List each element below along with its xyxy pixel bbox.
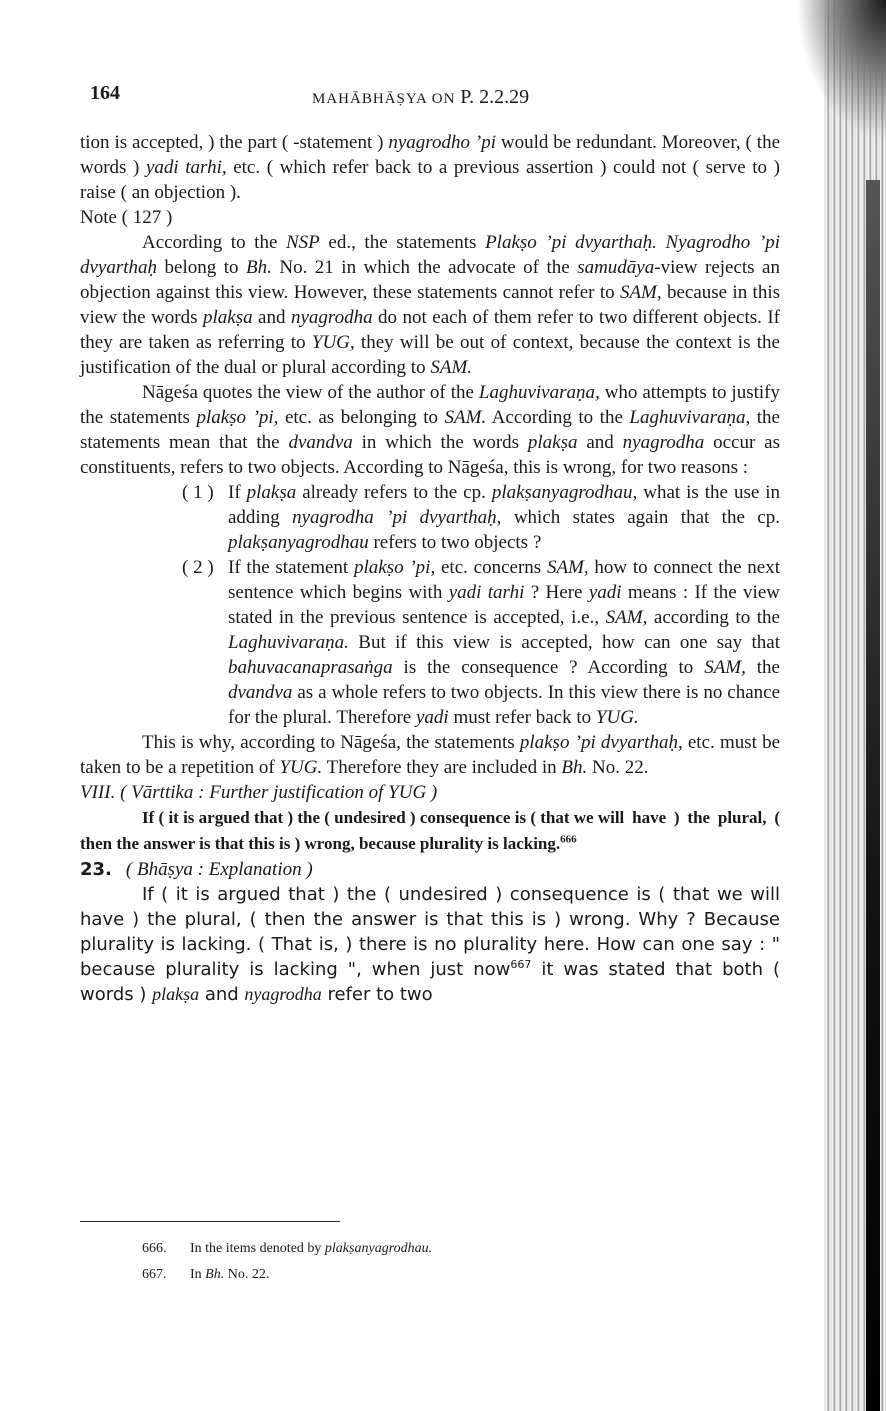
rule-reference: P. 2.2.29 (460, 86, 530, 108)
footnotes (142, 1236, 432, 1288)
paragraph-conclusion: This is why, according to Nāgeśa, the statements plakṣo ’pi dvyarthaḥ, etc. must be taken to be a repetition of YUG. Therefore they are included in Bh. No. 22. (80, 732, 781, 778)
varttika-text: If ( it is argued that ) the ( undesired ) consequence is ( that we will have ) the plural, ( then the answer is that this is ) wrong, because plurality is lacking.$^{666}$ (80, 808, 781, 853)
footnote-rule (80, 1221, 340, 1222)
paragraph-nsp: According to the NSP ed., the statements Plakṣo ’pi dvyarthaḥ. Nyagrodho ’pi dvyarthaḥ belong to Bh. No. 21 in which the advocate of the samudāya-view rejects an objection against this view. However, these statements cannot refer to SAM, because in this view the words plakṣa and nyagrodha do not each of them refer to two different objects. If they are taken as referring to YUG, they will be out of context, because the context is the justification of the dual or plural according to SAM. (80, 232, 781, 378)
note-label: Note ( 127 ) (80, 207, 173, 228)
bhasya-heading: 23. ( Bhāṣya : Explanation ) (80, 859, 313, 880)
reason-item-1: ( 1 ) If plakṣa already refers to the cp. plakṣanyagrodhau, what is the use in adding nyagrodha ’pi dvyarthaḥ, which states again that the cp. plakṣanyagrodhau refers to two objects ? (182, 482, 781, 553)
running-head: MAHĀBHĀṢYA ON P. 2.2.29 (312, 86, 530, 108)
corner-shadow (796, 0, 886, 140)
varttika-heading: VIII. ( Vārttika : Further justification of YUG ) (80, 782, 438, 803)
paragraph-nagesa: Nāgeśa quotes the view of the author of the Laghuvivaraṇa, who attempts to justify the statements plakṣo ’pi, etc. as belonging to SAM. According to the Laghuvivaraṇa, the statements mean that the dvandva in which the words plakṣa and nyagrodha occur as constituents, refers to two objects. According to Nāgeśa, this is wrong, for two reasons : (80, 382, 780, 478)
footnote-666: 666. In the items denoted by plakṣanyagrodhau. (142, 1241, 433, 1256)
page-body (80, 130, 780, 1007)
page-header (90, 80, 790, 112)
binding-shadow (866, 180, 880, 1411)
reason-item-2: ( 2 ) If the statement plakṣo ’pi, etc. concerns SAM, how to connect the next sentence which begins with yadi tarhi ? Here yadi means : If the view stated in the previous sentence is accepted, i.e., SAM, according to the Laghuvivaraṇa. But if this view is accepted, how can one say that bahuvacanaprasaṅga is the consequence ? According to SAM, the dvandva as a whole refers to two objects. In this view there is no chance for the plural. Therefore yadi must refer back to YUG. (182, 557, 780, 728)
page-number: 164 (90, 82, 120, 104)
footnote-ref-666: 666 (560, 833, 577, 846)
footnote-ref-667: 667 (510, 958, 532, 971)
bhasya-text: If ( it is argued that ) the ( undesired ) consequence is ( that we will have ) the plural, ( then the answer is that this is ) wrong. Why ? Because plurality is lacking. ( That is, ) there is no plurality here. How can one say : " because plurality is lacking ", when just now$^{667}$ it was stated that both ( words ) plakṣa and nyagrodha refer to two (80, 884, 780, 1005)
paragraph-continuation: tion is accepted, ) the part ( -statement ) nyagrodho ’pi would be redundant. Moreover, ( the words ) yadi tarhi, etc. ( which refer back to a previous assertion ) could not ( serve to ) raise ( an objection ). (80, 132, 780, 203)
section-number: 23. (80, 859, 112, 880)
footnote-667: 667. In Bh. No. 22. (142, 1267, 270, 1282)
